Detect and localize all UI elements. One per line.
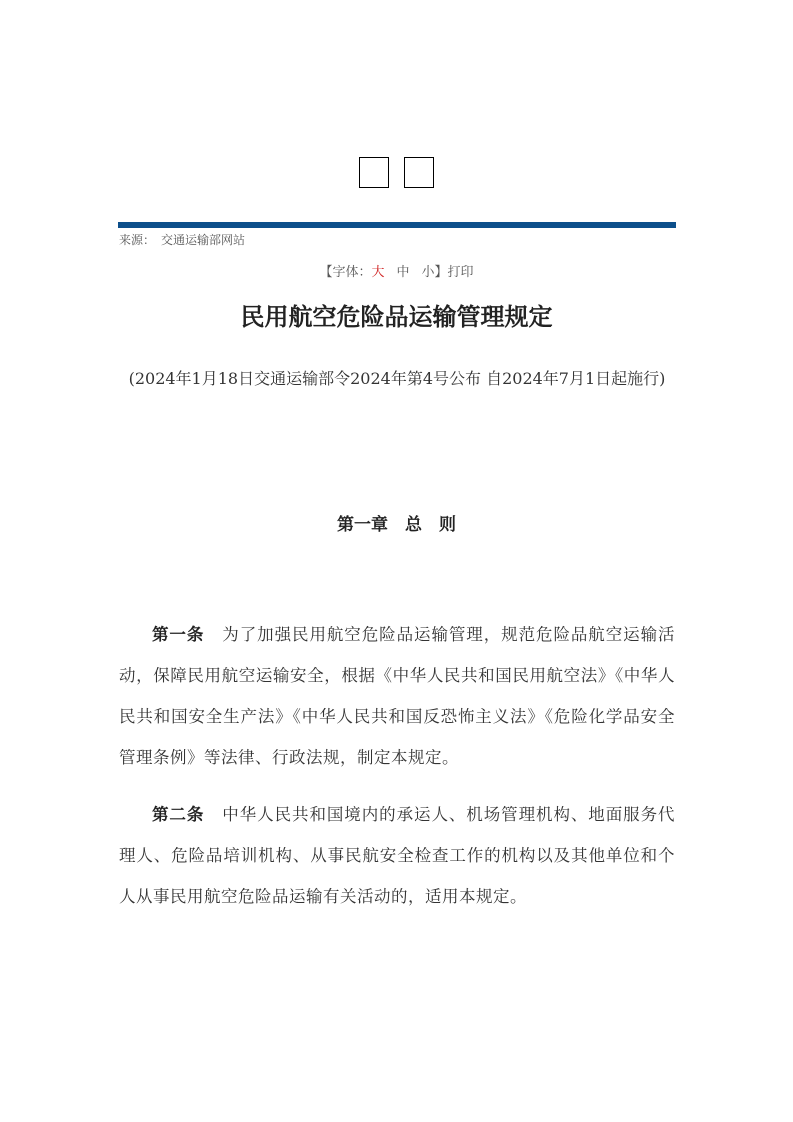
article-text: 为了加强民用航空危险品运输管理，规范危险品航空运输活动，保障民用航空运输安全，根据《中华人民共和国民用航空法》《中华人民共和国安全生产法》《中华人民共和国反恐怖主义法》《危险化学品安全管理条例》等法律、行政法规，制定本规定。: [119, 625, 676, 767]
source-label: 来源：: [119, 233, 156, 247]
chapter-title: 第一章 总 则: [337, 515, 456, 535]
article-number: 第二条: [152, 805, 205, 824]
source-line: [119, 231, 245, 248]
promulgation-note: (2024年1月18日交通运输部令2024年第4号公布 自2024年7月1日起施行): [128, 369, 666, 388]
article-number: 第一条: [152, 625, 205, 644]
font-size-medium-link[interactable]: 中: [396, 265, 410, 280]
font-size-small-link[interactable]: 小: [421, 265, 435, 280]
font-size-suffix: 】: [434, 265, 448, 280]
article-text: 中华人民共和国境内的承运人、机场管理机构、地面服务代理人、危险品培训机构、从事民航安全检查工作的机构以及其他单位和个人从事民用航空危险品运输有关活动的，适用本规定。: [119, 805, 676, 906]
font-size-controls: [0, 261, 793, 280]
logo-placeholder-box: [359, 157, 389, 188]
site-logo: [0, 157, 793, 188]
font-size-large-link[interactable]: 大: [371, 265, 385, 280]
article-paragraph: [119, 614, 675, 778]
font-size-prefix: 【字体：: [319, 265, 372, 280]
print-link[interactable]: 打印: [447, 265, 474, 280]
header-divider-bar: [118, 222, 676, 228]
article-paragraph: [119, 794, 675, 917]
logo-placeholder-box: [404, 157, 434, 188]
source-value: 交通运输部网站: [161, 233, 246, 247]
document-title: 民用航空危险品运输管理规定: [240, 302, 553, 331]
